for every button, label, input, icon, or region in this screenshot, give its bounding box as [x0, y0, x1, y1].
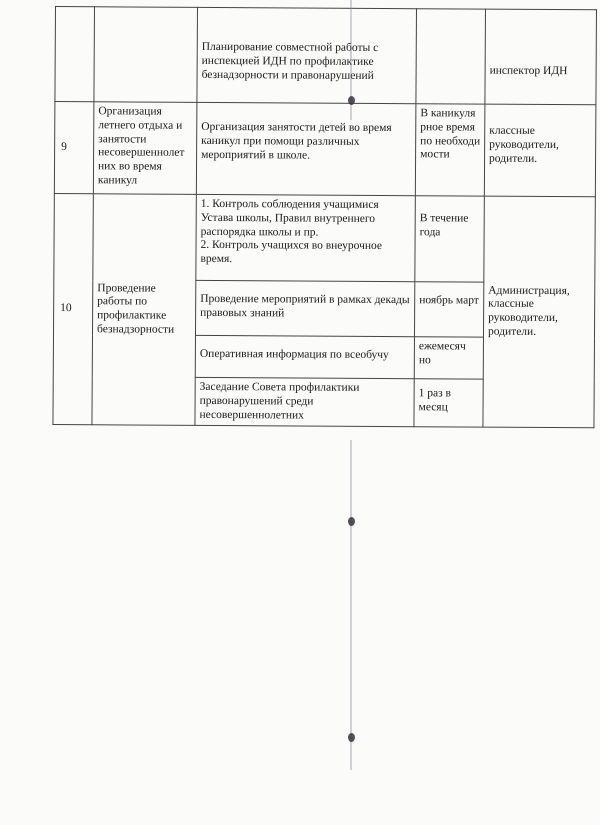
scan-artifact-line [345, 0, 359, 825]
activity-cell: 1. Контроль соблюдения учащимися Устава школы, Правил внутреннего распорядка школы и пр. 2. Контроль учащихся во внеурочное время. [196, 194, 416, 281]
row-direction: Проведение работы по профилактике безнадзорности [92, 194, 196, 426]
activity-cell: Заседание Совета профилактики правонарушений среди несовершеннолетних [195, 377, 414, 427]
row-number: 9 [54, 102, 94, 194]
plan-table [52, 6, 597, 429]
row-direction [94, 7, 198, 103]
period-cell: 1 раз в месяц [414, 379, 483, 428]
activity-cell: Организация занятости детей во время каникул при помощи различных мероприятий в школе. [196, 102, 416, 195]
period-cell: ноябрь март [414, 282, 483, 337]
table-row [54, 102, 596, 197]
activity-cell: Планирование совместной работы с инспекцией ИДН по профилактике безнадзорности и правонарушений [197, 7, 417, 103]
responsible-cell: классные руководители, родители. [484, 104, 596, 197]
table-row [55, 7, 597, 105]
period-cell [416, 9, 486, 104]
responsible-cell: Администрация, классные руководители, родители. [483, 196, 595, 428]
period-cell: ежемесяч но [414, 337, 483, 379]
row-direction: Организация летнего отдыха и занятости несовершеннолет них во время каникул [93, 102, 197, 195]
row-number: 10 [53, 193, 93, 425]
activity-cell: Проведение мероприятий в рамках декады правовых знаний [195, 280, 414, 336]
row-number [55, 7, 95, 102]
responsible-cell: инспектор ИДН [485, 9, 597, 105]
period-cell: В каникуля рное время по необходи мости [415, 104, 485, 196]
table-row [54, 193, 596, 282]
period-cell: В течение года [415, 196, 485, 282]
activity-cell: Оперативная информация по всеобучу [195, 335, 414, 378]
